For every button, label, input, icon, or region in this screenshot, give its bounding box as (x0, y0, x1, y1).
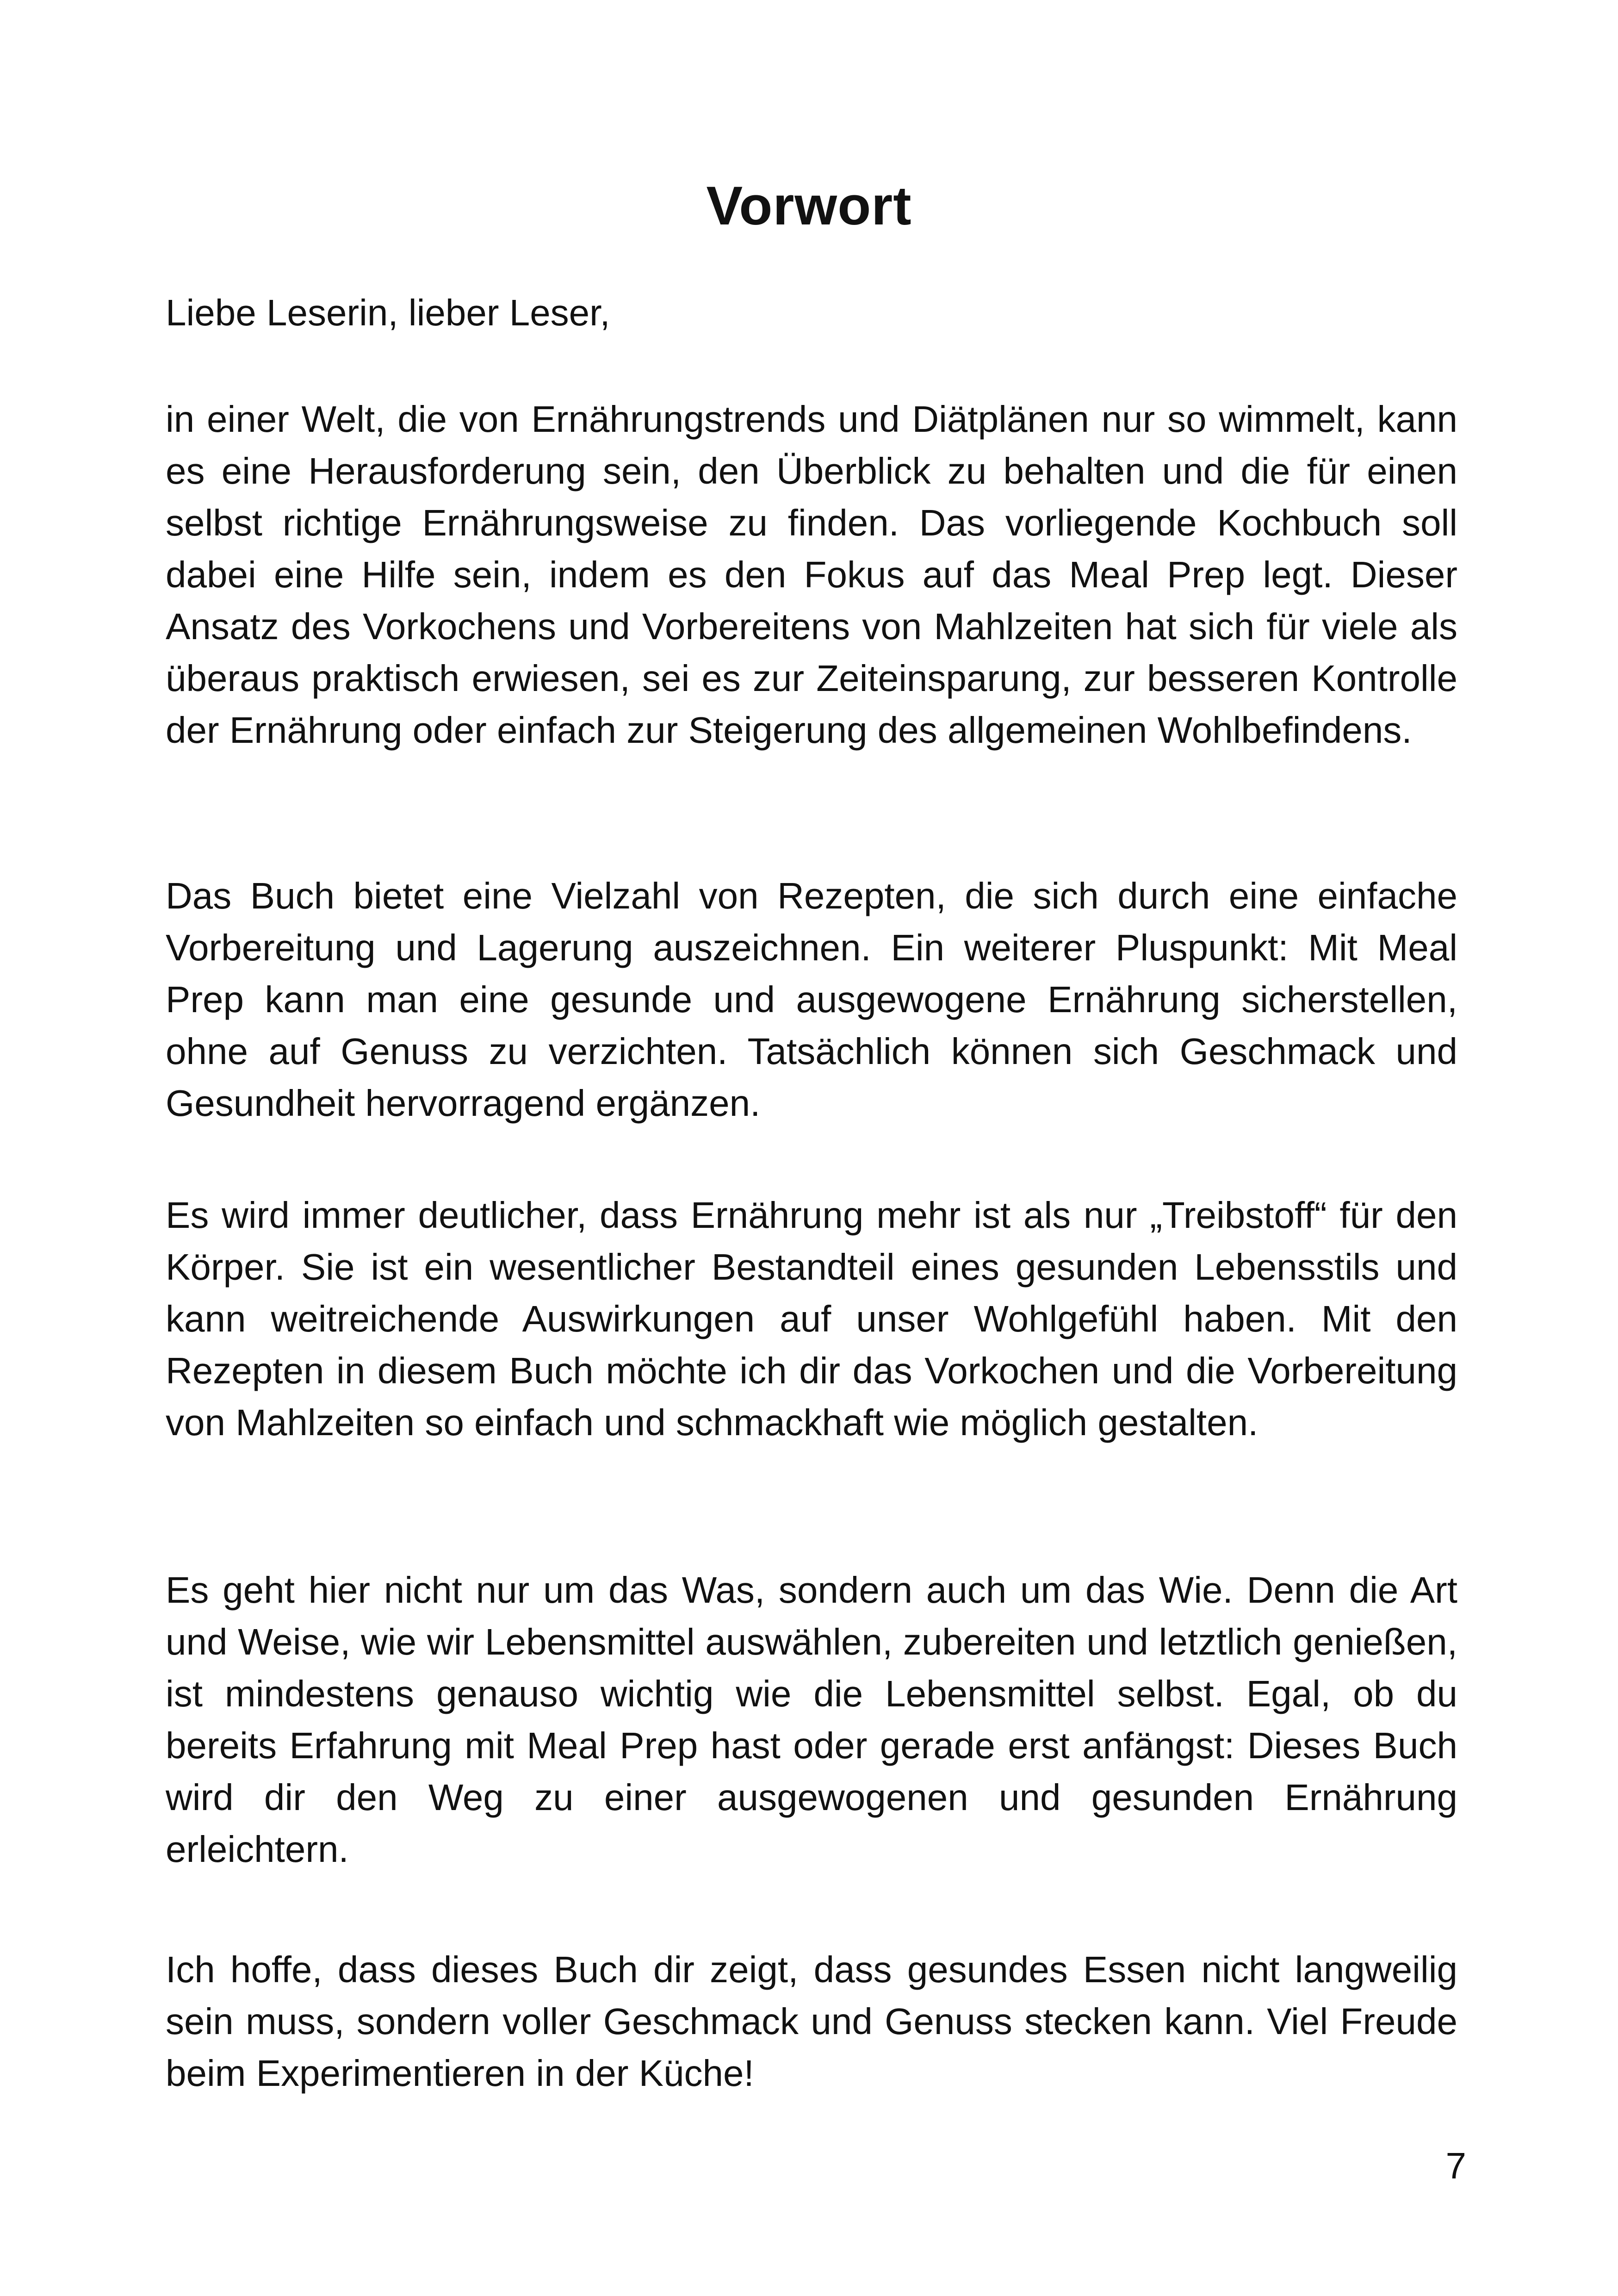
greeting: Liebe Leserin, lieber Leser, (166, 292, 610, 333)
page-number: 7 (1445, 2145, 1466, 2186)
paragraph-1: in einer Welt, die von Ernährungstrends und Diätplänen nur so wimmelt, kann es eine Herausforderung sein, den Überblick zu behalten und die für einen selbst richtige Ernährungsweise zu finden. Das vorliegende Kochbuch soll dabei eine Hilfe sein, indem es den Fokus auf das Meal Prep legt. Dieser Ansatz des Vorkochens und Vorbereitens von Mahlzeiten hat sich für viele als überaus praktisch erwiesen, sei es zur Zeiteinsparung, zur besseren Kontrolle der Ernährung oder einfach zur Steigerung des allgemeinen Wohlbefindens. (166, 398, 1457, 751)
paragraph-2: Das Buch bietet eine Vielzahl von Rezepten, die sich durch eine einfache Vorbereitung und Lagerung auszeichnen. Ein weiterer Pluspunkt: Mit Meal Prep kann man eine gesunde und ausgewogene Ernährung sicherstellen, ohne auf Genuss zu verzichten. Tatsächlich können sich Geschmack und Gesundheit hervorragend ergänzen. (166, 875, 1457, 1124)
paragraph-4: Es geht hier nicht nur um das Was, sondern auch um das Wie. Denn die Art und Weise, wie wir Lebensmittel auswählen, zubereiten und letztlich genießen, ist mindestens genauso wichtig wie die Lebensmittel selbst. Egal, ob du bereits Erfahrung mit Meal Prep hast oder gerade erst anfängst: Dieses Buch wird dir den Weg zu einer ausgewogenen und gesunden Ernährung erleichtern. (166, 1569, 1457, 1870)
paragraph-3: Es wird immer deutlicher, dass Ernährung mehr ist als nur „Treibstoff“ für den Körper. Sie ist ein wesentlicher Bestandteil eines gesunden Lebensstils und kann weitreichende Auswirkungen auf unser Wohlgefühl haben. Mit den Rezepten in diesem Buch möchte ich dir das Vorkochen und die Vorbereitung von Mahlzeiten so einfach und schmackhaft wie möglich gestalten. (166, 1195, 1457, 1443)
paragraph-5: Ich hoffe, dass dieses Buch dir zeigt, dass gesundes Essen nicht langweilig sein muss, sondern voller Geschmack und Genuss stecken kann. Viel Freude beim Experimentieren in der Küche! (166, 1949, 1457, 2094)
page-title: Vorwort (706, 175, 912, 236)
